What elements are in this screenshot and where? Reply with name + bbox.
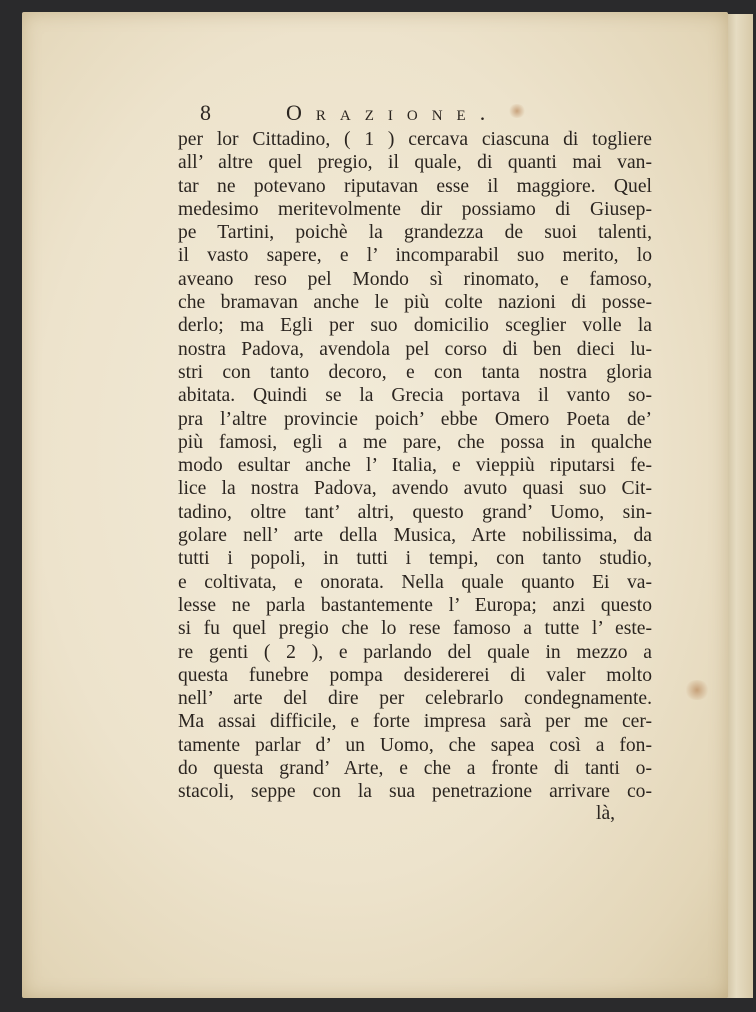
text-line: più famosi, egli a me pare, che possa in qualche [178,431,652,453]
text-line: stri con tanto decoro, e con tanta nostra gloria [178,361,652,383]
text-line: Ma assai difficile, e forte impresa sarà per me cer- [178,711,652,733]
text-line: tadino, oltre tant’ altri, questo grand’ Uomo, sin- [178,501,652,523]
text-line: medesimo meritevolmente dir possiamo di Giusep- [178,198,652,220]
page-header [200,100,560,130]
body-text [178,128,652,804]
text-line: aveano reso pel Mondo sì rinomato, e famoso, [178,268,652,290]
text-line: do questa grand’ Arte, e che a fronte di tanti o- [178,758,652,780]
text-line: e coltivata, e onorata. Nella quale quanto Ei va- [178,571,652,593]
text-line: lice la nostra Padova, avendo avuto quasi suo Cit- [178,478,652,500]
catchword: là, [596,803,616,824]
foxing-stain [684,680,710,700]
text-line: nell’ arte del dire per celebrarlo condegnamente. [178,688,652,710]
text-line: re genti ( 2 ), e parlando del quale in mezzo a [178,641,652,663]
text-line: all’ altre quel pregio, il quale, di quanti mai van- [178,152,652,174]
text-line: derlo; ma Egli per suo domicilio sceglier volle la [178,315,652,337]
text-line: lesse ne parla bastantemente l’ Europa; anzi questo [178,594,652,616]
text-line: tutti i popoli, in tutti i tempi, con tanto studio, [178,548,652,570]
running-title: Orazione. [286,100,500,125]
text-line: per lor Cittadino, ( 1 ) cercava ciascuna di togliere [178,129,652,150]
text-line: abitata. Quindi se la Grecia portava il vanto so- [178,385,652,407]
text-line: nostra Padova, avendola pel corso di ben dieci lu- [178,338,652,360]
text-line: questa funebre pompa desidererei di valer molto [178,664,652,686]
text-line: che bramavan anche le più colte nazioni di posse- [178,292,652,314]
text-line: tar ne potevano riputavan esse il maggiore. Quel [178,175,652,197]
text-line: il vasto sapere, e l’ incomparabil suo merito, lo [178,245,652,267]
text-line: modo esultar anche l’ Italia, e vieppiù riputarsi fe- [178,455,652,477]
text-line: tamente parlar d’ un Uomo, che sapea così a fon- [178,734,652,756]
text-line: pe Tartini, poichè la grandezza de suoi talenti, [178,222,652,244]
text-line: pra l’altre provincie poich’ ebbe Omero Poeta de’ [178,408,652,430]
page-number: 8 [200,100,211,125]
facing-page-edge [724,14,753,998]
text-line: golare nell’ arte della Musica, Arte nobilissima, da [178,525,652,547]
text-line: stacoli, seppe con la sua penetrazione arrivare co- [178,781,652,803]
text-line: si fu quel pregio che lo rese famoso a tutte l’ este- [178,618,652,640]
